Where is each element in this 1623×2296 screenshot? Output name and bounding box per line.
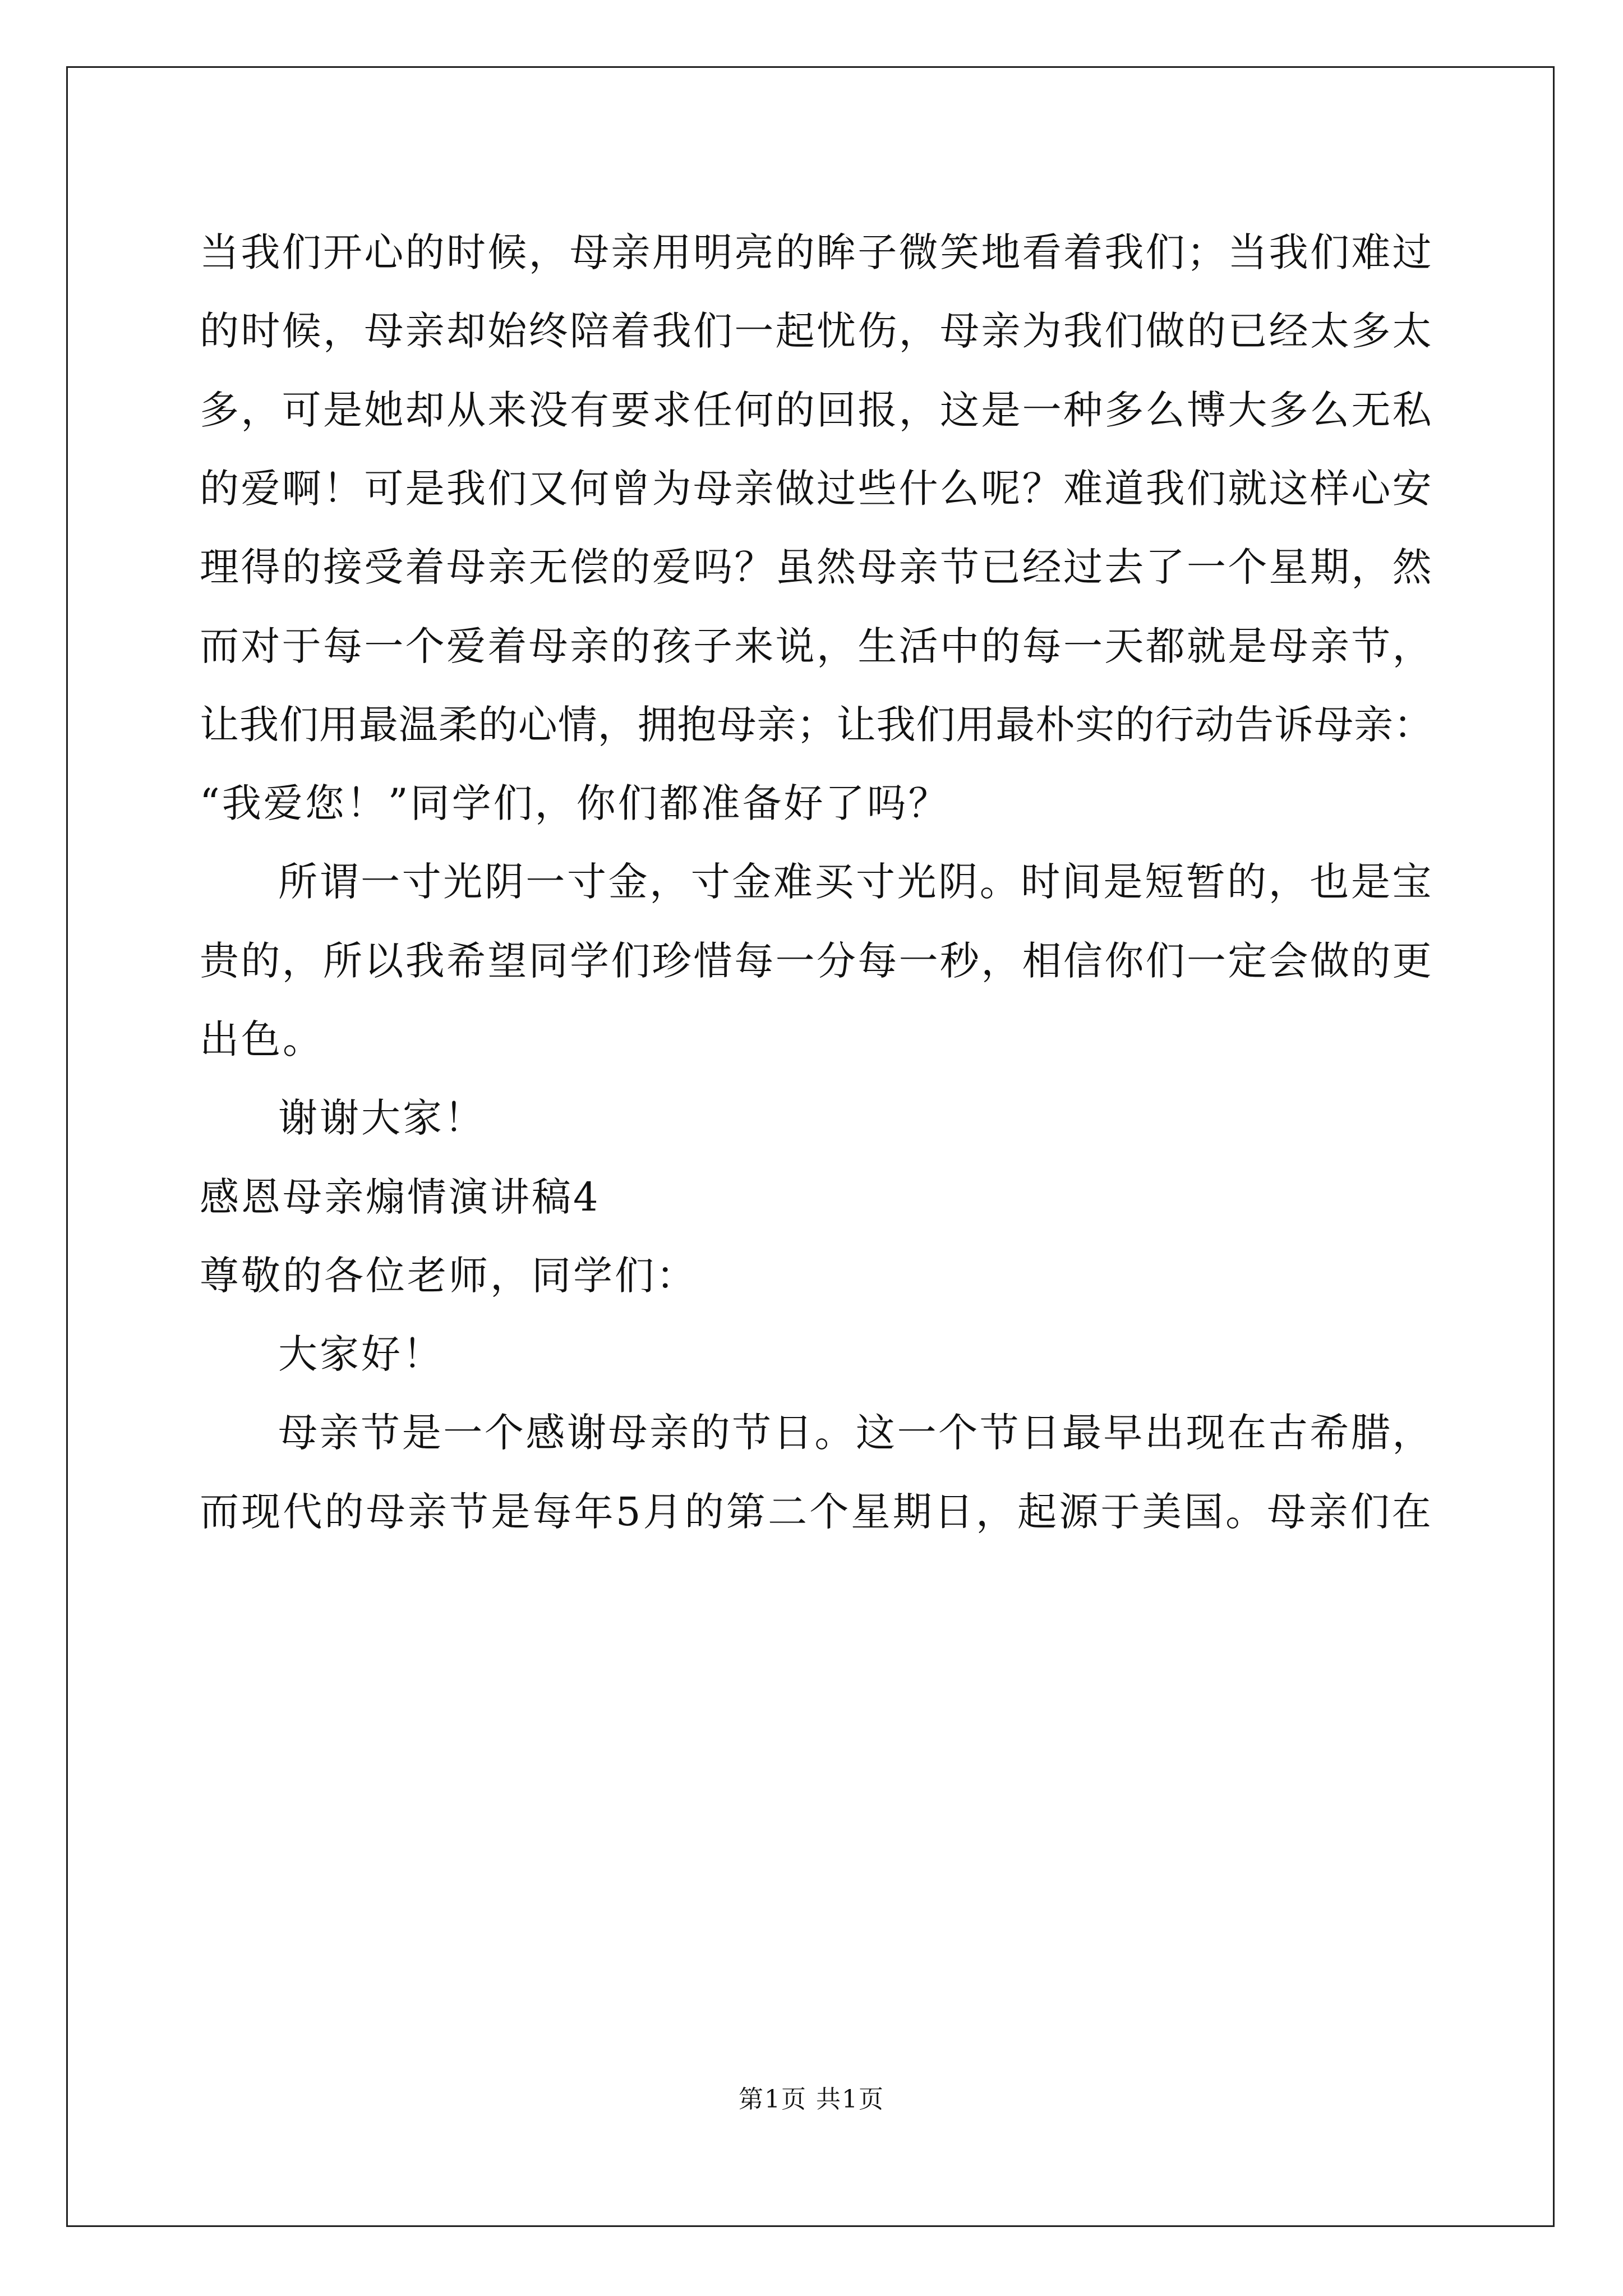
paragraph-line: 当我们开心的时候，母亲用明亮的眸子微笑地看着我们；当我们难过 [200, 229, 1433, 275]
paragraph-line: 而对于每一个爱着母亲的孩子来说，生活中的每一天都就是母亲节， [200, 623, 1433, 669]
paragraph-line: 的时候，母亲却始终陪着我们一起忧伤，母亲为我们做的已经太多太 [200, 308, 1433, 354]
paragraph-line: 谢谢大家！ [278, 1095, 486, 1141]
paragraph-line: 的爱啊！可是我们又何曾为母亲做过些什么呢？难道我们就这样心安 [200, 466, 1433, 512]
paragraph-line: 多，可是她却从来没有要求任何的回报，这是一种多么博大多么无私 [200, 387, 1433, 433]
paragraph-line: 感恩母亲煽情演讲稿4 [200, 1174, 601, 1220]
paragraph-line: 让我们用最温柔的心情，拥抱母亲；让我们用最朴实的行动告诉母亲： [200, 702, 1433, 748]
paragraph-line: 大家好！ [278, 1331, 444, 1377]
paragraph-line: 而现代的母亲节是每年5月的第二个星期日，起源于美国。母亲们在 [200, 1489, 1433, 1535]
paragraph-line: 所谓一寸光阴一寸金，寸金难买寸光阴。时间是短暂的，也是宝 [278, 859, 1433, 905]
paragraph-line: 出色。 [200, 1016, 324, 1062]
page-number-footer: 第1页 共1页 [739, 2085, 884, 2114]
paragraph-line: 母亲节是一个感谢母亲的节日。这一个节日最早出现在古希腊， [278, 1410, 1433, 1456]
paragraph-line: “我爱您！”同学们，你们都准备好了吗？ [200, 780, 950, 826]
paragraph-line: 尊敬的各位老师，同学们： [200, 1253, 698, 1299]
paragraph-line: 贵的，所以我希望同学们珍惜每一分每一秒，相信你们一定会做的更 [200, 938, 1433, 984]
paragraph-line: 理得的接受着母亲无偿的爱吗？虽然母亲节已经过去了一个星期，然 [200, 544, 1433, 590]
